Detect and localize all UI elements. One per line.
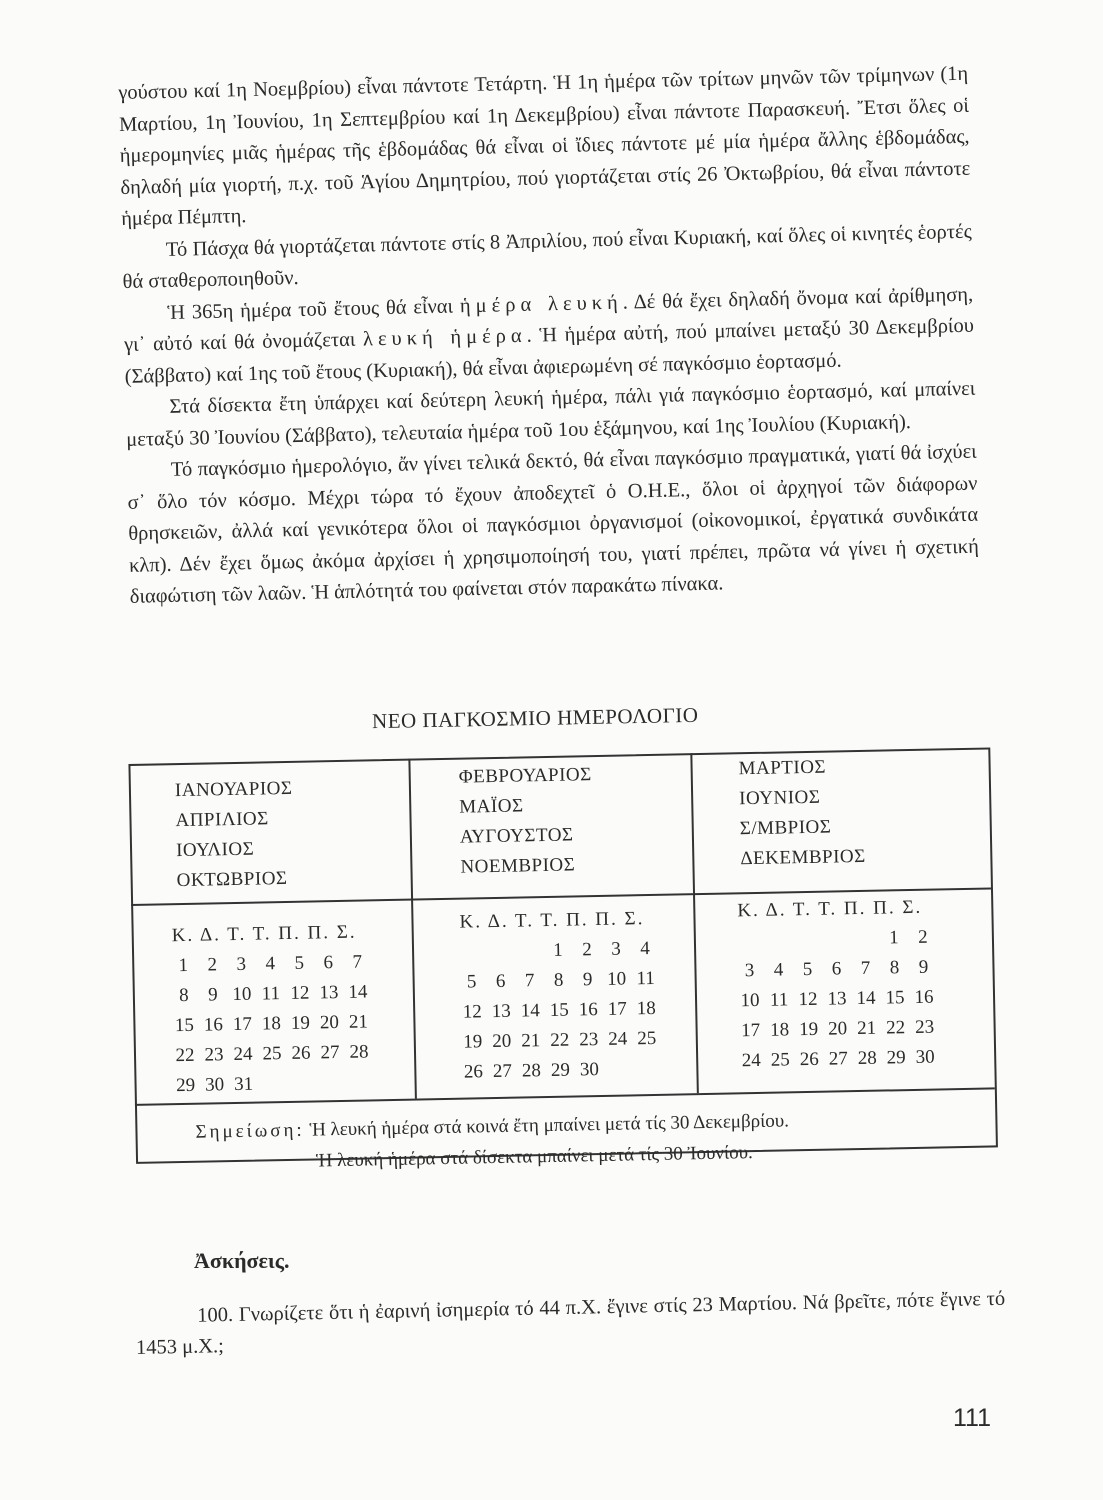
day-cell: 17 bbox=[740, 1019, 761, 1042]
exercises-heading: Ἀσκήσεις. bbox=[194, 1248, 290, 1273]
week-row bbox=[737, 986, 934, 1020]
day-cell: 1 bbox=[888, 927, 899, 949]
month-name: ΜΑΪΟΣ bbox=[459, 795, 524, 818]
day-cell: 31 bbox=[233, 1073, 254, 1096]
day-cell: 16 bbox=[578, 999, 598, 1021]
paragraph-2: Τό Πάσχα θά γιορτάζεται πάντοτε στίς 8 Ἀπριλίου, πού εἶναι Κυριακή, καί ὅλες οἱ κινητές ἑορτές θά σταθεροποιηθοῦν. bbox=[122, 220, 972, 293]
day-cell: 22 bbox=[885, 1017, 906, 1039]
day-cell: 7 bbox=[860, 957, 871, 979]
day-grid bbox=[458, 938, 657, 1092]
day-cell: 19 bbox=[290, 1012, 311, 1034]
month-name: ΜΑΡΤΙΟΣ bbox=[738, 756, 827, 780]
month-group bbox=[458, 760, 593, 883]
day-cell: 30 bbox=[204, 1074, 225, 1096]
month-name: ΟΚΤΩΒΡΙΟΣ bbox=[176, 867, 288, 892]
day-cell: 7 bbox=[352, 951, 363, 973]
calendar-column-3 bbox=[692, 725, 996, 1129]
note-line-2: Ἡ λευκή ἡμέρα στά δίσεκτα μπαίνει μετά τίς 30 Ἰουνίου. bbox=[315, 1142, 753, 1172]
day-cell: 14 bbox=[348, 981, 368, 1003]
emphasis-white-day: ἡμέρα λευκή bbox=[459, 291, 623, 317]
week-row bbox=[172, 1073, 254, 1105]
day-cell: 8 bbox=[178, 984, 189, 1007]
day-cell: 16 bbox=[914, 986, 934, 1008]
day-cell: 9 bbox=[918, 956, 929, 978]
day-cell: 17 bbox=[607, 998, 627, 1020]
day-cell: 27 bbox=[492, 1060, 513, 1083]
day-cell: 28 bbox=[521, 1060, 542, 1082]
day-cell: 29 bbox=[175, 1074, 196, 1097]
day-cell: 20 bbox=[319, 1012, 340, 1034]
month-name: ΙΟΥΝΙΟΣ bbox=[739, 786, 821, 810]
day-cell: 10 bbox=[606, 968, 627, 990]
day-cell: 24 bbox=[741, 1049, 761, 1072]
day-cell: 2 bbox=[917, 926, 928, 948]
month-name: ΔΕΚΕΜΒΡΙΟΣ bbox=[740, 845, 866, 870]
day-cell: 21 bbox=[521, 1030, 541, 1052]
day-cell: 3 bbox=[744, 960, 755, 982]
body-text bbox=[118, 59, 980, 614]
exercise-item bbox=[135, 1284, 1006, 1364]
day-cell: 24 bbox=[233, 1043, 253, 1066]
month-name: ΦΕΒΡΟΥΑΡΙΟΣ bbox=[458, 764, 592, 788]
day-cell: 23 bbox=[914, 1016, 935, 1038]
day-cell: 1 bbox=[553, 939, 564, 961]
day-cell: 23 bbox=[579, 1029, 599, 1051]
day-cell: 28 bbox=[349, 1041, 369, 1063]
day-cell: 10 bbox=[740, 989, 760, 1012]
calendar-table bbox=[128, 725, 996, 1172]
note-label: Σημείωση: bbox=[195, 1119, 305, 1143]
day-cell: 27 bbox=[828, 1048, 848, 1070]
day-cell: 14 bbox=[520, 1000, 540, 1022]
day-cell: 11 bbox=[261, 983, 281, 1005]
day-cell: 19 bbox=[798, 1018, 819, 1041]
day-cell: 12 bbox=[798, 988, 818, 1011]
day-cell: 6 bbox=[495, 970, 506, 992]
day-cell: 29 bbox=[886, 1047, 906, 1069]
day-cell: 15 bbox=[549, 999, 569, 1021]
day-cell: 26 bbox=[799, 1048, 819, 1071]
month-name: ΙΑΝΟΥΑΡΙΟΣ bbox=[174, 777, 293, 802]
day-cell: 10 bbox=[232, 983, 252, 1006]
day-cell: 5 bbox=[466, 971, 477, 993]
table-title: ΝΕΟ ΠΑΓΚΟΣΜΙΟ ΗΜΕΡΟΛΟΓΙΟ bbox=[371, 702, 699, 734]
week-row bbox=[172, 1041, 369, 1075]
page-number: 111 bbox=[953, 1404, 992, 1432]
day-cell: 25 bbox=[637, 1027, 657, 1050]
day-cell: 4 bbox=[265, 953, 276, 975]
day-cell: 8 bbox=[553, 969, 564, 991]
calendar-column-1 bbox=[128, 737, 416, 1140]
day-cell: 5 bbox=[294, 952, 305, 974]
day-cell: 5 bbox=[802, 958, 813, 981]
day-cell: 13 bbox=[827, 988, 847, 1010]
day-cell: 2 bbox=[207, 954, 218, 976]
day-cell: 24 bbox=[608, 1028, 628, 1050]
day-cell: 28 bbox=[857, 1047, 877, 1070]
month-name: ΙΟΥΛΙΟΣ bbox=[175, 838, 255, 862]
day-cell: 8 bbox=[889, 957, 900, 979]
day-cell: 4 bbox=[773, 959, 784, 981]
day-cell: 20 bbox=[827, 1018, 848, 1040]
week-row bbox=[459, 997, 656, 1032]
day-cell: 15 bbox=[174, 1014, 195, 1037]
day-cell: 1 bbox=[178, 954, 189, 977]
day-cell: 19 bbox=[463, 1031, 483, 1053]
day-grid bbox=[170, 951, 369, 1105]
day-cell: 15 bbox=[885, 987, 905, 1009]
note-line-1: Ἡ λευκή ἡμέρα στά κοινά ἔτη μπαίνει μετά τίς 30 Δεκεμβρίου. bbox=[309, 1110, 790, 1141]
day-cell: 18 bbox=[769, 1019, 790, 1041]
day-cell: 22 bbox=[175, 1044, 195, 1067]
day-cell: 2 bbox=[582, 939, 593, 961]
day-cell: 12 bbox=[462, 1001, 482, 1023]
day-cell: 21 bbox=[856, 1017, 877, 1040]
day-cell: 30 bbox=[579, 1059, 600, 1081]
day-cell: 9 bbox=[207, 984, 218, 1006]
day-cell: 30 bbox=[915, 1046, 935, 1068]
week-row bbox=[171, 981, 368, 1015]
month-name: ΑΥΓΟΥΣΤΟΣ bbox=[459, 824, 574, 848]
month-group bbox=[175, 774, 295, 896]
day-cell: 25 bbox=[770, 1049, 790, 1071]
day-cell: 20 bbox=[492, 1030, 512, 1053]
month-name: ΑΠΡΙΛΙΟΣ bbox=[175, 808, 269, 832]
day-cell: 4 bbox=[640, 938, 651, 960]
day-cell: 6 bbox=[323, 952, 334, 974]
week-row bbox=[171, 1011, 369, 1045]
week-row bbox=[736, 956, 929, 990]
week-row bbox=[170, 951, 363, 985]
day-cell: 22 bbox=[550, 1029, 570, 1051]
month-name: Σ/ΜΒΡΙΟΣ bbox=[739, 816, 832, 840]
paragraph-3-part-e: . Ἡ ἡμέρα αὐτή, πού μπαίνει μεταξύ 30 Δεκεμβρίου (Σάββατο) καί 1ης τοῦ ἔτους (Κυριακή), θά εἶναι ἀφιερωμένη σέ παγκόσμιο ἑορτασμό. bbox=[124, 314, 975, 388]
day-cell: 26 bbox=[463, 1061, 484, 1083]
day-cell: 12 bbox=[290, 982, 310, 1004]
paragraph-1: γούστου καί 1η Νοεμβρίου) εἶναι πάντοτε Τετάρτη. Ἡ 1η ἡμέρα τῶν τρίτων μηνῶν τῶν τρίμηνων (1η Μαρτίου, 1η Ἰουνίου, 1η Σεπτεμβρίου καί 1η Δεκεμβρίου) εἶναι πάντοτε Παρασκευή. Ἔτσι ὅλες οἱ ἡμερομηνίες μιᾶς ἡμέρας τῆς ἑβδομάδας θά εἶναι οἱ ἴδιες πάντοτε μέ μία ἡμέρα ἄλλης ἑβδομάδας, δηλαδή μία γιορτή, π.χ. τοῦ Ἁγίου Δημητρίου, πού γιορτάζεται στίς 26 Ὀκτωβρίου, θά εἶναι πάντοτε ἡμέρα Πέμπτη. bbox=[118, 62, 971, 230]
emphasis-white-day-term: λευκή ἡμέρα bbox=[362, 324, 527, 351]
paragraph-4: Στά δίσεκτα ἔτη ὑπάρχει καί δεύτερη λευκή ἡμέρα, πάλι γιά παγκόσμιο ἑορτασμό, καί μπαίνει μεταξύ 30 Ἰουνίου (Σάββατο), τελευταία ἡμέρα τοῦ 1ου ἑξάμηνου, καί 1ης Ἰουλίου (Κυριακή). bbox=[125, 377, 976, 451]
day-cell: 17 bbox=[232, 1013, 253, 1036]
day-cell: 29 bbox=[550, 1059, 571, 1081]
paragraph-5: Τό παγκόσμιο ἡμερολόγιο, ἄν γίνει τελικά δεκτό, θά εἶναι παγκόσμιο πραγματικά, γιατί θά ἰσχύει σ᾽ ὅλο τόν κόσμο. Μέχρι τώρα τό ἔχουν ἀποδεχτεῖ ὁ Ο.Η.Ε., ὅλοι οἱ ἀρχηγοί τῶν διάφορων θρησκειῶν, ἀλλά καί γενικότερα ὅλοι οἱ παγκόσμιοι ὀργανισμοί (οἰκονομικοί, ἐργατικά συνδικάτα κλπ). Δέν ἔχει ὅμως ἀκόμα ἀρχίσει ἡ χρησιμοποίησή του, γιατί πρέπει, πρῶτα νά γίνει ἡ σχετική διαφώτιση τῶν λαῶν. Ἡ ἁπλότητά του φαίνεται στόν παρακάτω πίνακα. bbox=[127, 440, 980, 608]
day-cell: 9 bbox=[582, 969, 593, 991]
day-cell: 21 bbox=[348, 1011, 369, 1033]
exercise-100: 100. Γνωρίζετε ὅτι ἡ ἐαρινή ἰσημερία τό 44 π.Χ. ἔγινε στίς 23 Μαρτίου. Νά βρεῖτε, πότε ἔγινε τό 1453 μ.Χ.; bbox=[135, 1287, 1006, 1359]
week-row bbox=[738, 1046, 935, 1080]
day-cell: 16 bbox=[203, 1014, 224, 1036]
day-cell: 25 bbox=[262, 1043, 282, 1065]
day-cell: 3 bbox=[611, 938, 622, 960]
calendar-column-2 bbox=[410, 731, 698, 1134]
day-cell: 7 bbox=[524, 970, 535, 992]
week-row bbox=[736, 926, 928, 960]
day-cell: 3 bbox=[236, 953, 247, 975]
day-cell: 23 bbox=[204, 1044, 224, 1066]
week-row bbox=[460, 1027, 657, 1062]
day-cell: 26 bbox=[291, 1042, 311, 1064]
day-grid bbox=[736, 926, 935, 1080]
weekday-header: Κ. Δ. Τ. Τ. Π. Π. Σ. bbox=[737, 896, 923, 922]
day-cell: 6 bbox=[831, 958, 842, 980]
day-cell: 18 bbox=[261, 1013, 282, 1035]
day-cell: 18 bbox=[636, 997, 656, 1020]
weekday-header: Κ. Δ. Τ. Τ. Π. Π. Σ. bbox=[171, 921, 357, 947]
day-cell: 13 bbox=[491, 1000, 511, 1023]
weekday-header: Κ. Δ. Τ. Τ. Π. Π. Σ. bbox=[459, 908, 645, 933]
week-row bbox=[460, 1059, 600, 1092]
week-row bbox=[458, 967, 655, 1002]
day-cell: 13 bbox=[319, 982, 339, 1004]
week-row bbox=[458, 938, 651, 972]
month-group bbox=[738, 752, 866, 874]
week-row bbox=[737, 1016, 935, 1050]
day-cell: 14 bbox=[856, 987, 876, 1010]
day-cell: 11 bbox=[636, 967, 655, 990]
month-name: ΝΟΕΜΒΡΙΟΣ bbox=[460, 854, 576, 878]
paragraph-3-part-c: . Δέ θά ἔχει δηλαδή ὄνομα καί ἀρίθμηση, γι᾽ αὐτό καί θά ὀνομάζεται bbox=[123, 283, 974, 356]
day-cell: 27 bbox=[320, 1041, 340, 1064]
day-cell: 11 bbox=[769, 989, 789, 1011]
paragraph-3-part-a: Ἡ 365η ἡμέρα τοῦ ἔτους θά εἶναι bbox=[167, 294, 461, 324]
